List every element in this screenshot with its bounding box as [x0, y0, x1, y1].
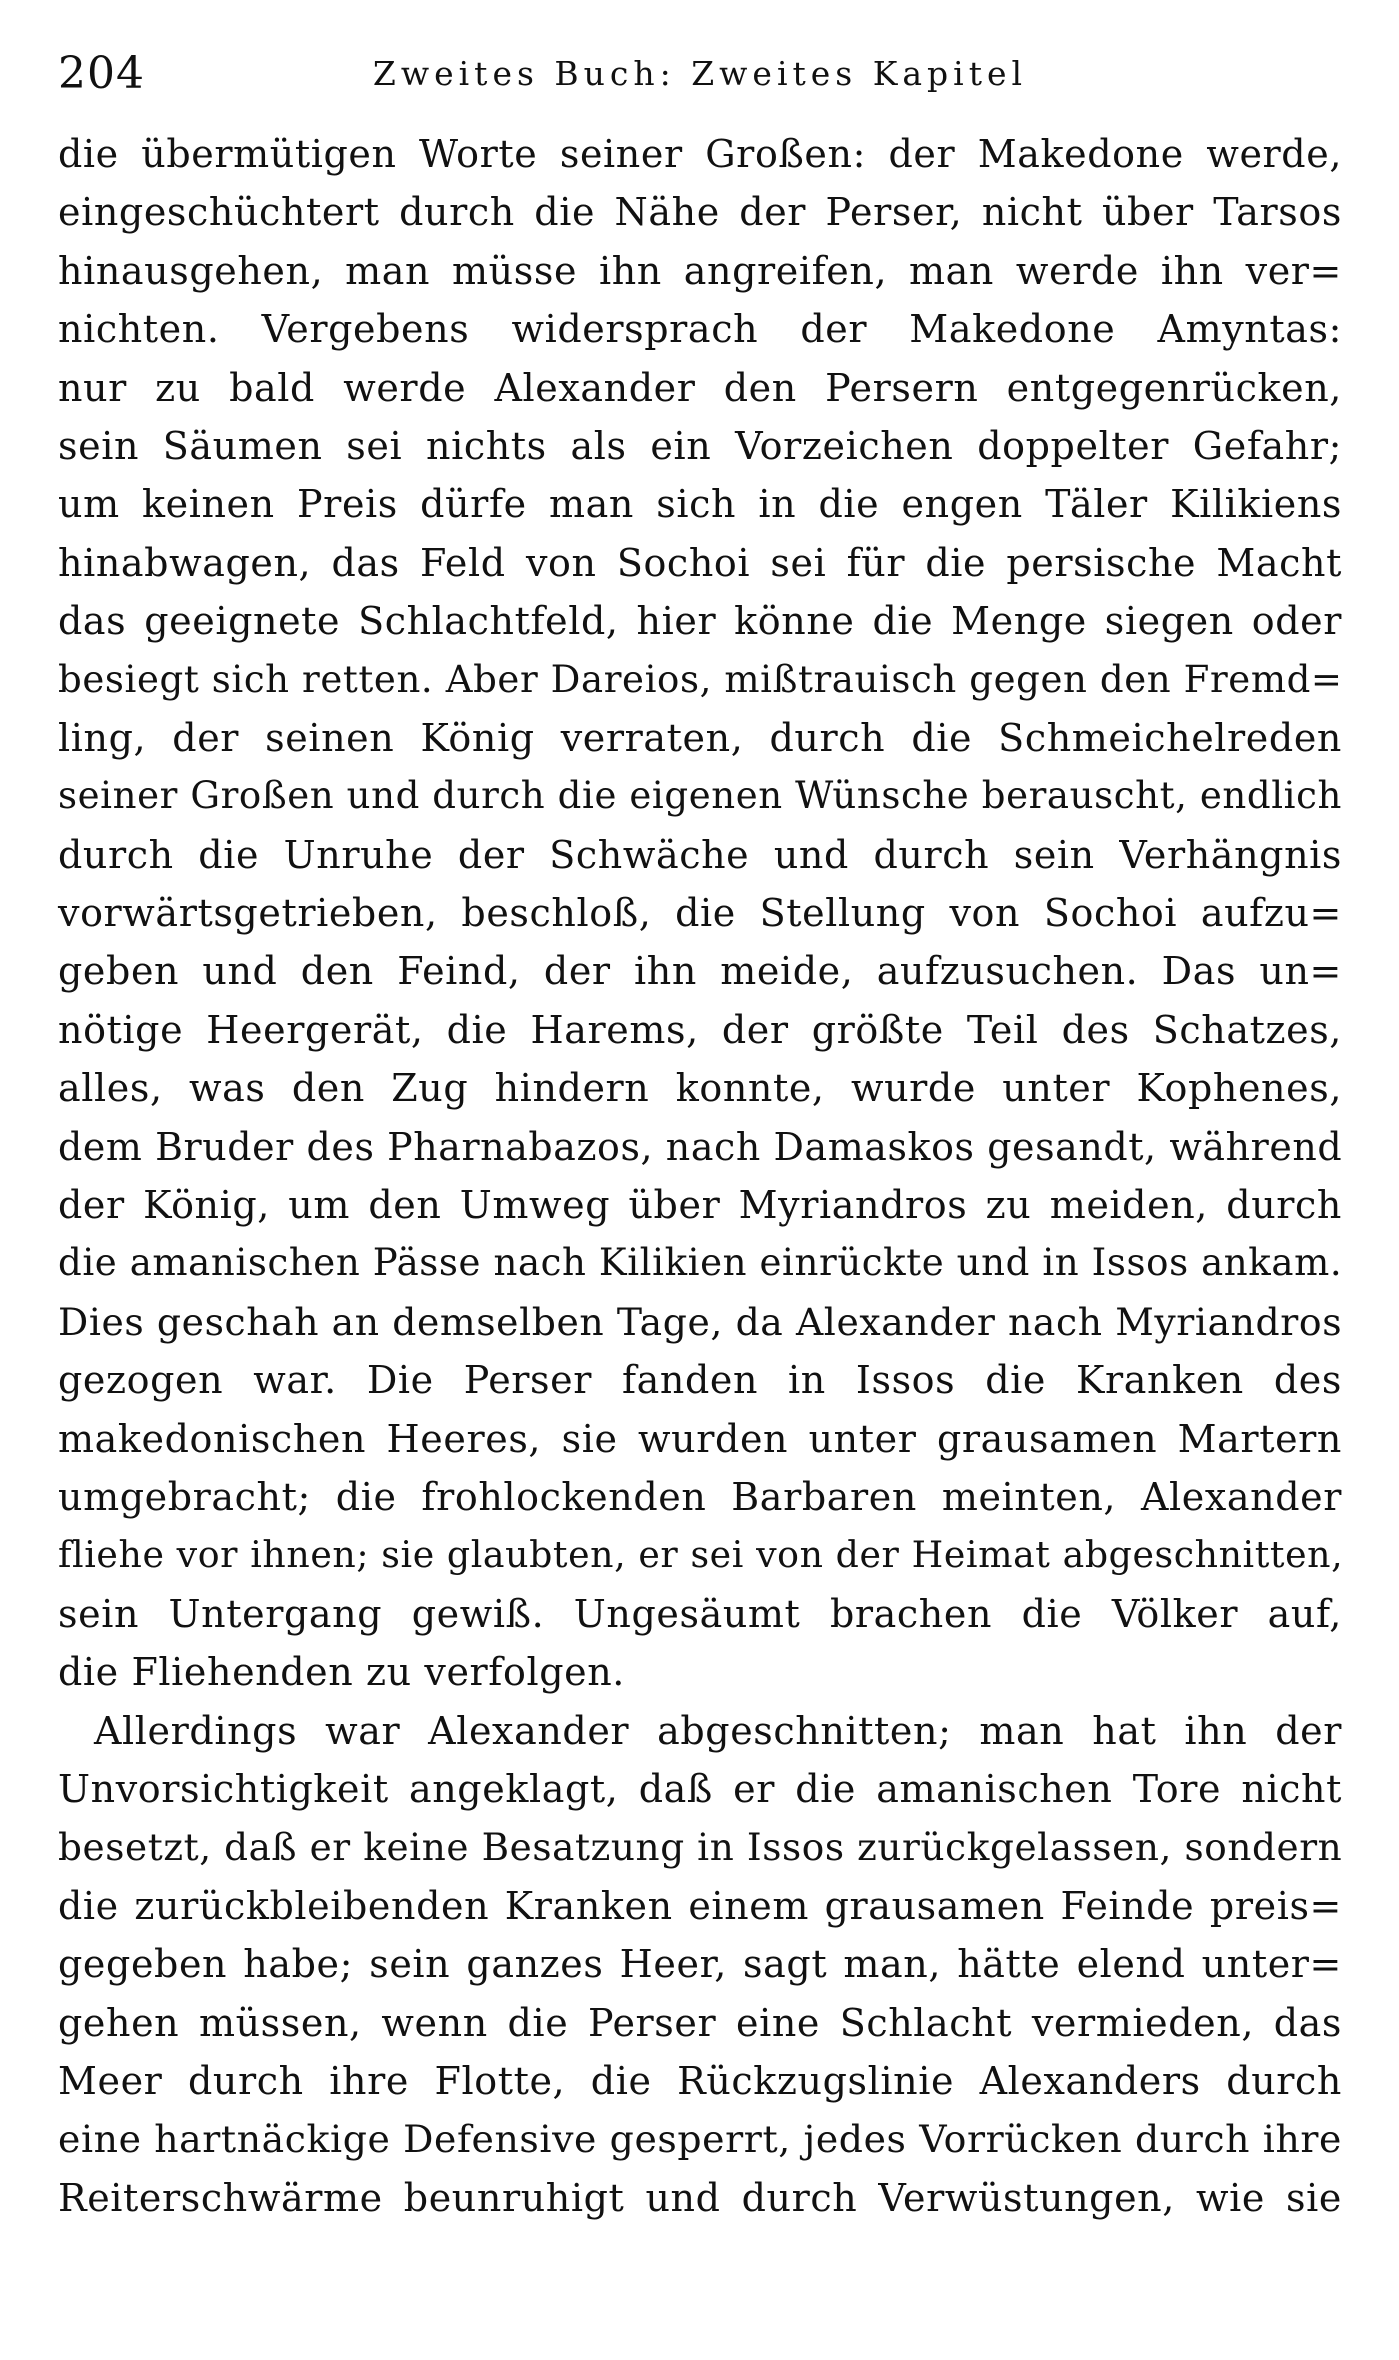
text-line: das geeignete Schlachtfeld, hier könne die Menge siegen oder [58, 599, 1342, 644]
page-header [58, 44, 1342, 104]
text-line: ling, der seinen König verraten, durch die Schmeichelreden [58, 715, 1342, 760]
text-line: geben und den Feind, der ihn meide, aufzusuchen. Das un= [58, 949, 1342, 994]
text-line: nötige Heergerät, die Harems, der größte Teil des Schatzes, [58, 1007, 1342, 1052]
text-line: hinausgehen, man müsse ihn angreifen, man werde ihn ver= [58, 248, 1342, 293]
text-line: gegeben habe; sein ganzes Heer, sagt man, hätte elend unter= [58, 1942, 1342, 1987]
text-line: Reiterschwärme beunruhigt und durch Verwüstungen, wie sie [58, 2175, 1342, 2220]
text-line: nichten. Vergebens widersprach der Makedone Amyntas: [58, 307, 1342, 352]
text-line: dem Bruder des Pharnabazos, nach Damaskos gesandt, während [58, 1124, 1343, 1169]
text-line: die amanischen Pässe nach Kilikien einrückte und in Issos ankam. [58, 1241, 1343, 1285]
page-number: 204 [58, 48, 145, 99]
text-line: der König, um den Umweg über Myriandros zu meiden, durch [58, 1183, 1342, 1228]
text-line: Meer durch ihre Flotte, die Rückzugslinie Alexanders durch [58, 2058, 1342, 2103]
text-line: alles, was den Zug hindern konnte, wurde unter Kophenes, [58, 1066, 1342, 1111]
text-line: hinabwagen, das Feld von Sochoi sei für die persische Macht [58, 540, 1342, 585]
text-line: besetzt, daß er keine Besatzung in Issos zurückgelassen, sondern [58, 1825, 1343, 1870]
text-line: Allerdings war Alexander abgeschnitten; man hat ihn der [94, 1708, 1342, 1753]
text-line: eine hartnäckige Defensive gesperrt, jedes Vorrücken durch ihre [58, 2117, 1342, 2162]
text-line: die übermütigen Worte seiner Großen: der Makedone werde, [58, 132, 1342, 176]
text-line: Unvorsichtigkeit angeklagt, daß er die amanischen Tore nicht [58, 1766, 1342, 1811]
text-line: besiegt sich retten. Aber Dareios, mißtrauisch gegen den Fremd= [58, 657, 1343, 701]
text-line: umgebracht; die frohlockenden Barbaren meinten, Alexander [58, 1474, 1342, 1519]
text-line: um keinen Preis dürfe man sich in die engen Täler Kilikiens [58, 482, 1342, 527]
text-line: gehen müssen, wenn die Perser eine Schlacht vermieden, das [58, 2000, 1342, 2045]
running-head: Zweites Buch: Zweites Kapitel [372, 54, 1028, 93]
text-line: seiner Großen und durch die eigenen Wünsche berauscht, endlich [58, 774, 1342, 818]
text-line: nur zu bald werde Alexander den Persern entgegenrücken, [58, 365, 1342, 410]
text-line: fliehe vor ihnen; sie glaubten, er sei von der Heimat abgeschnitten, [58, 1533, 1344, 1577]
text-line: vorwärtsgetrieben, beschloß, die Stellung von Sochoi aufzu= [58, 891, 1342, 936]
text-line: makedonischen Heeres, sie wurden unter grausamen Martern [58, 1416, 1342, 1461]
body-text [58, 125, 1342, 2227]
text-line: gezogen war. Die Perser fanden in Issos die Kranken des [58, 1358, 1342, 1403]
text-line: die Fliehenden zu verfolgen. [58, 1650, 625, 1695]
text-line: sein Untergang gewiß. Ungesäumt brachen die Völker auf, [58, 1591, 1342, 1636]
text-line: Dies geschah an demselben Tage, da Alexander nach Myriandros [58, 1299, 1343, 1344]
text-line: die zurückbleibenden Kranken einem grausamen Feinde preis= [58, 1883, 1342, 1928]
text-line: sein Säumen sei nichts als ein Vorzeichen doppelter Gefahr; [58, 423, 1342, 468]
text-line: eingeschüchtert durch die Nähe der Perser, nicht über Tarsos [58, 190, 1342, 235]
text-line: durch die Unruhe der Schwäche und durch sein Verhängnis [58, 832, 1342, 877]
